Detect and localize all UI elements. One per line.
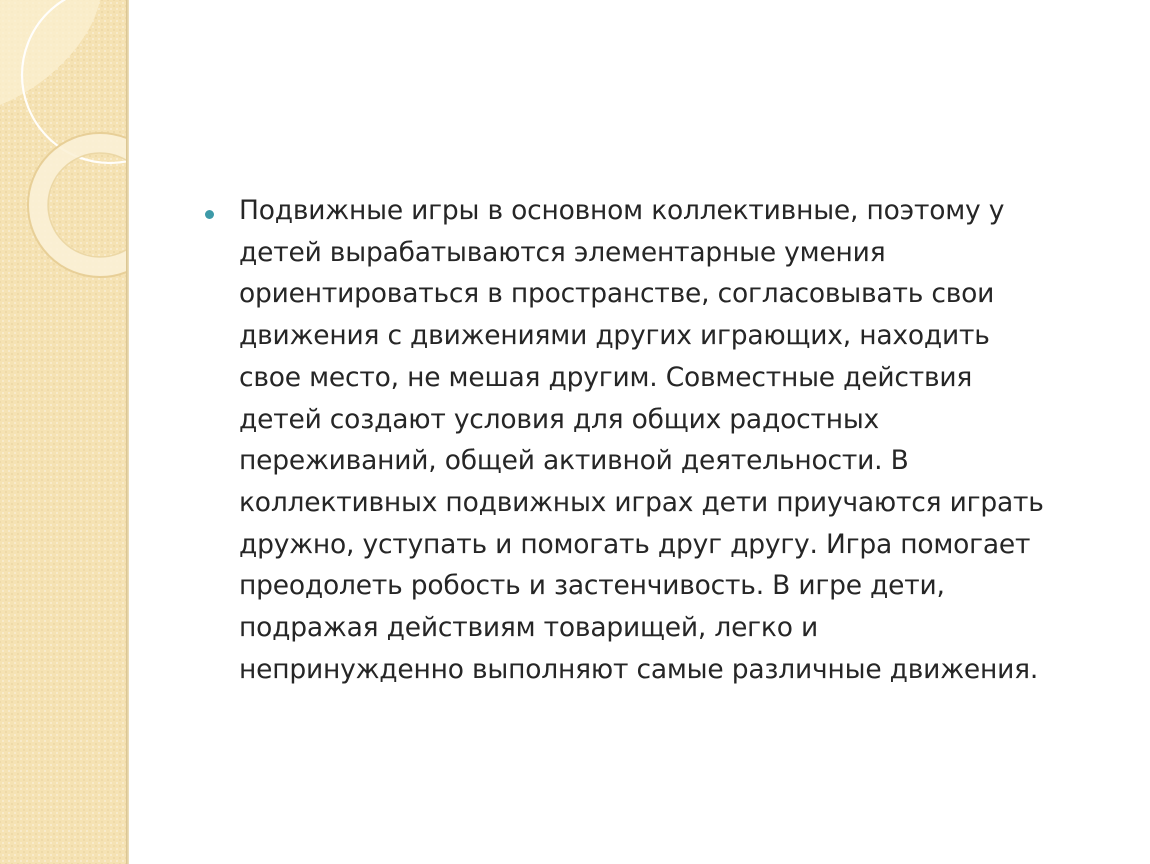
text-line: свое место, не мешая другим. Совместные действия — [239, 361, 973, 393]
bullet-item — [205, 190, 1105, 690]
text-line: ориентироваться в пространстве, согласовывать свои — [239, 278, 995, 310]
text-line: преодолеть робость и застенчивость. В игре дети, — [239, 570, 945, 602]
text-line: коллективных подвижных играх дети приучаются играть — [239, 486, 1044, 518]
text-line: движения с движениями других играющих, находить — [239, 320, 990, 352]
bullet-text — [239, 190, 1044, 690]
side-band-edge — [126, 0, 129, 864]
decor-small-ring-glow — [38, 143, 126, 267]
round-bullet-icon — [205, 210, 214, 219]
text-line: непринужденно выполняют самые различные движения. — [239, 653, 1039, 685]
text-line: переживаний, общей активной деятельности. В — [239, 445, 909, 477]
slide-content — [205, 190, 1105, 690]
decor-top-arc-fill — [0, 0, 100, 105]
text-line: Подвижные игры в основном коллективные, поэтому у — [239, 195, 1005, 226]
text-line: дружно, уступать и помогать друг другу. Игра помогает — [239, 528, 1031, 560]
decorative-rings — [0, 0, 126, 864]
text-line: подражая действиям товарищей, легко и — [239, 612, 818, 644]
text-line: детей вырабатываются элементарные умения — [239, 236, 886, 268]
text-line: детей создают условия для общих радостных — [239, 403, 880, 435]
